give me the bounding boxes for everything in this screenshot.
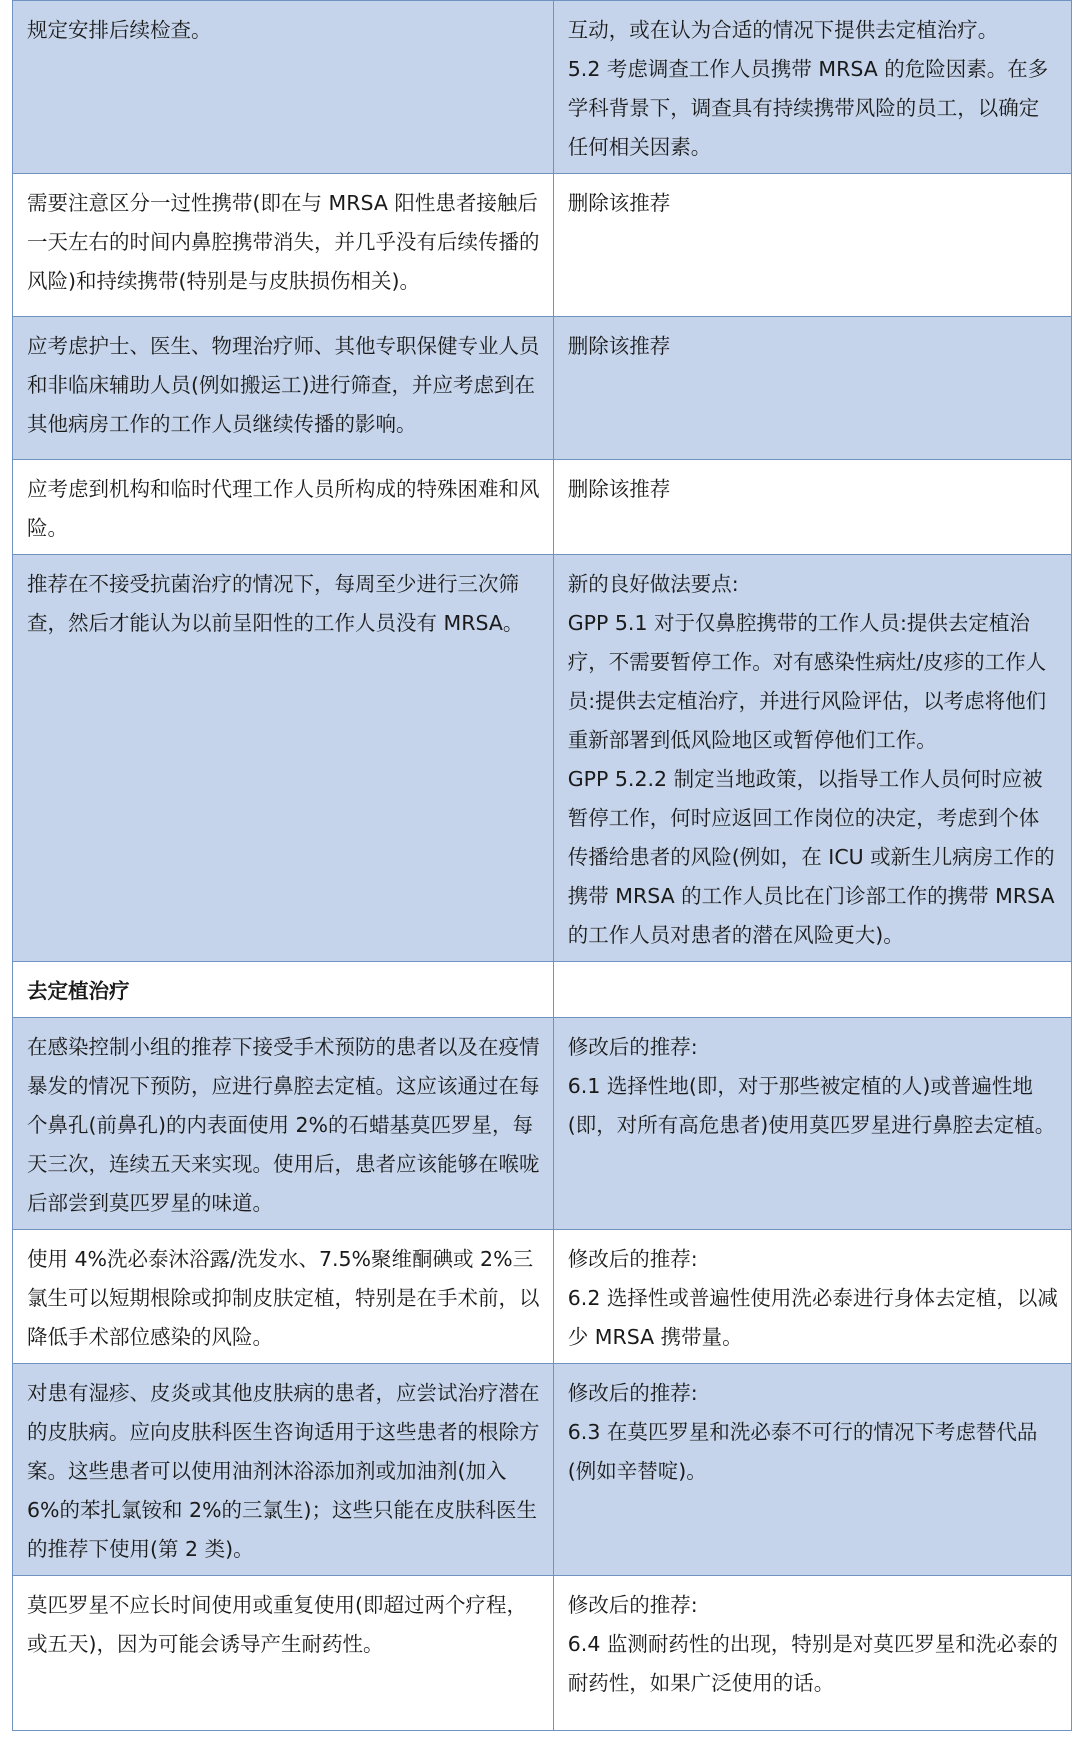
cell-text: 规定安排后续检查。 — [27, 18, 212, 42]
table-row — [13, 1364, 1072, 1576]
cell-text: 使用 4%洗必泰沐浴露/洗发水、7.5%聚维酮碘或 2%三氯生可以短期根除或抑制皮肤定植，特别是在手术前，以降低手术部位感染的风险。 — [27, 1247, 540, 1349]
table-row — [13, 1018, 1072, 1230]
cell-text: 修改后的推荐: — [567, 1593, 698, 1617]
original-recommendation-cell — [13, 1018, 554, 1230]
revised-recommendation-cell — [553, 1018, 1071, 1230]
table-row — [13, 174, 1072, 317]
cell-text: 对患有湿疹、皮炎或其他皮肤病的患者，应尝试治疗潜在的皮肤病。应向皮肤科医生咨询适用于这些患者的根除方案。这些患者可以使用油剂沐浴添加剂或加油剂(加入 6%的苯扎氯铵和 2%的三氯生)；这些只能在皮肤科医生的推荐下使用(第 2 类)。 — [27, 1381, 540, 1561]
revised-recommendation-cell — [553, 1, 1071, 174]
table-row — [13, 460, 1072, 555]
cell-text: GPP 5.2.2 制定当地政策，以指导工作人员何时应被暂停工作，何时应返回工作岗位的决定，考虑到个体传播给患者的风险(例如，在 ICU 或新生儿病房工作的携带 MRSA 的工作人员比在门诊部工作的携带 MRSA 的工作人员对患者的潜在风险更大)。 — [567, 767, 1055, 947]
recommendation-table — [12, 0, 1072, 1731]
cell-text: 6.4 监测耐药性的出现，特别是对莫匹罗星和洗必泰的耐药性，如果广泛使用的话。 — [567, 1632, 1058, 1695]
cell-text: 修改后的推荐: — [567, 1381, 698, 1405]
revised-recommendation-cell — [553, 460, 1071, 555]
revised-recommendation-cell — [553, 1364, 1071, 1576]
cell-text: 应考虑到机构和临时代理工作人员所构成的特殊困难和风险。 — [27, 477, 540, 540]
original-recommendation-cell — [13, 1576, 554, 1731]
section-title: 去定植治疗 — [27, 979, 130, 1003]
cell-text: 在感染控制小组的推荐下接受手术预防的患者以及在疫情暴发的情况下预防，应进行鼻腔去定植。这应该通过在每个鼻孔(前鼻孔)的内表面使用 2%的石蜡基莫匹罗星，每天三次，连续五天来实现。使用后，患者应该能够在喉咙后部尝到莫匹罗星的味道。 — [27, 1035, 540, 1215]
cell-text: 删除该推荐 — [567, 334, 671, 358]
table-row — [13, 1576, 1072, 1731]
cell-text: 互动，或在认为合适的情况下提供去定植治疗。 — [567, 18, 999, 42]
cell-text: 6.1 选择性地(即，对于那些被定植的人)或普遍性地(即，对所有高危患者)使用莫匹罗星进行鼻腔去定植。 — [567, 1074, 1056, 1137]
empty-cell — [553, 962, 1071, 1018]
cell-text: 推荐在不接受抗菌治疗的情况下，每周至少进行三次筛查，然后才能认为以前呈阳性的工作人员没有 MRSA。 — [27, 572, 524, 635]
original-recommendation-cell — [13, 1364, 554, 1576]
table-row — [13, 317, 1072, 460]
original-recommendation-cell — [13, 174, 554, 317]
cell-text: 修改后的推荐: — [567, 1035, 698, 1059]
cell-text: 应考虑护士、医生、物理治疗师、其他专职保健专业人员和非临床辅助人员(例如搬运工)进行筛查，并应考虑到在其他病房工作的工作人员继续传播的影响。 — [27, 334, 540, 436]
revised-recommendation-cell — [553, 1230, 1071, 1364]
table-body — [13, 1, 1072, 1731]
table-row — [13, 1230, 1072, 1364]
cell-text: 莫匹罗星不应长时间使用或重复使用(即超过两个疗程，或五天)，因为可能会诱导产生耐药性。 — [27, 1593, 527, 1656]
cell-text: 删除该推荐 — [567, 477, 671, 501]
original-recommendation-cell — [13, 1230, 554, 1364]
cell-text: 6.2 选择性或普遍性使用洗必泰进行身体去定植，以减少 MRSA 携带量。 — [567, 1286, 1058, 1349]
cell-text: GPP 5.1 对于仅鼻腔携带的工作人员:提供去定植治疗，不需要暂停工作。对有感染性病灶/皮疹的工作人员:提供去定植治疗，并进行风险评估，以考虑将他们重新部署到低风险地区或暂停他们工作。 — [567, 611, 1047, 752]
cell-text: 新的良好做法要点: — [567, 572, 739, 596]
cell-text: 5.2 考虑调查工作人员携带 MRSA 的危险因素。在多学科背景下，调查具有持续携带风险的员工，以确定任何相关因素。 — [567, 57, 1049, 159]
revised-recommendation-cell — [553, 174, 1071, 317]
table-row — [13, 1, 1072, 174]
original-recommendation-cell — [13, 460, 554, 555]
revised-recommendation-cell — [553, 1576, 1071, 1731]
cell-text: 删除该推荐 — [567, 191, 671, 215]
original-recommendation-cell — [13, 317, 554, 460]
cell-text: 修改后的推荐: — [567, 1247, 698, 1271]
cell-text: 6.3 在莫匹罗星和洗必泰不可行的情况下考虑替代品(例如辛替啶)。 — [567, 1420, 1038, 1483]
revised-recommendation-cell — [553, 317, 1071, 460]
cell-text: 需要注意区分一过性携带(即在与 MRSA 阳性患者接触后一天左右的时间内鼻腔携带消失，并几乎没有后续传播的风险)和持续携带(特别是与皮肤损伤相关)。 — [27, 191, 540, 293]
original-recommendation-cell — [13, 555, 554, 962]
section-title-cell — [13, 962, 554, 1018]
original-recommendation-cell — [13, 1, 554, 174]
table-row — [13, 555, 1072, 962]
section-header-row — [13, 962, 1072, 1018]
revised-recommendation-cell — [553, 555, 1071, 962]
